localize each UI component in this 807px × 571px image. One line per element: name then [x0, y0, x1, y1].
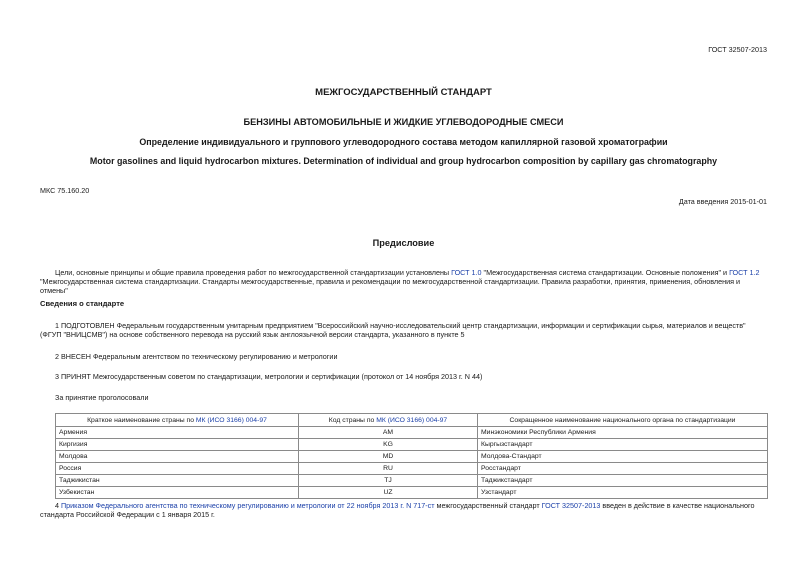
- table-row: [56, 427, 768, 439]
- voted-label: За принятие проголосовали: [55, 393, 149, 402]
- title-en: Motor gasolines and liquid hydrocarbon mixtures. Determination of individual and group hydrocarbon composition by capillary gas chromatography: [89, 156, 718, 166]
- header-national-body: Сокращенное наименование национального органа по стандартизации: [478, 414, 768, 427]
- country-cell: Россия: [56, 463, 299, 475]
- item-4-text-1: межгосударственный стандарт: [434, 501, 542, 510]
- gost-32507-2013-link[interactable]: ГОСТ 32507-2013: [541, 501, 601, 510]
- preface-heading: Предисловие: [372, 238, 435, 248]
- country-cell: Молдова: [56, 451, 299, 463]
- item-4-text-2: введен в действие в качестве национального стандарта Российской Федерации с 1 января 2015 г.: [40, 501, 755, 519]
- item-4-number: 4: [55, 501, 61, 510]
- country-cell: Узбекистан: [56, 487, 299, 499]
- mk-iso-3166-link[interactable]: МК (ИСО 3166) 004-97: [376, 416, 448, 424]
- table-row: [56, 463, 768, 475]
- country-cell: Киргизия: [56, 439, 299, 451]
- table-row: [56, 487, 768, 499]
- intro-text-3: "Межгосударственная система стандартизации. Стандарты межгосударственные, правила и рекомендации по межгосударственной стандартизации. Правила разработки, принятия, применения, обновления и отмены": [40, 277, 740, 295]
- code-cell: RU: [299, 463, 478, 475]
- intro-text-1: Цели, основные принципы и общие правила проведения работ по межгосударственной стандартизации установлены: [55, 268, 452, 277]
- title-ru: БЕНЗИНЫ АВТОМОБИЛЬНЫЕ И ЖИДКИЕ УГЛЕВОДОРОДНЫЕ СМЕСИ: [243, 117, 564, 127]
- table-row: [56, 475, 768, 487]
- country-cell: Армения: [56, 427, 299, 439]
- rosstandart-order-link[interactable]: Приказом Федерального агентства по техническому регулированию и метрологии от 22 ноября 2013 г. N 717-ст: [61, 501, 435, 510]
- body-cell: Молдова-Стандарт: [478, 451, 768, 463]
- body-cell: Узстандарт: [478, 487, 768, 499]
- standard-type-heading: МЕЖГОСУДАРСТВЕННЫЙ СТАНДАРТ: [315, 87, 492, 98]
- code-cell: KG: [299, 439, 478, 451]
- mk-iso-3166-link[interactable]: МК (ИСО 3166) 004-97: [195, 416, 267, 424]
- countries-table: [55, 413, 768, 499]
- table-row: [56, 451, 768, 463]
- item-1-prepared: 1 ПОДГОТОВЛЕН Федеральным государственным унитарным предприятием "Всероссийский научно-исследовательский центр стандартизации, информации и сертификации сырья, материалов и веществ" (ФГУП "ВНИЦСМВ") на основе собственного перевода на русский язык англоязычной версии стандарта, указанного в пункте 5: [40, 321, 746, 339]
- item-2-introduced: 2 ВНЕСЕН Федеральным агентством по техническому регулированию и метрологии: [55, 352, 338, 361]
- introduction-date: Дата введения 2015-01-01: [678, 197, 767, 206]
- header-country-text: Краткое наименование страны по: [87, 416, 196, 424]
- standard-info-heading: Сведения о стандарте: [40, 299, 125, 308]
- table-header-row: [56, 414, 768, 427]
- country-cell: Таджикистан: [56, 475, 299, 487]
- header-code-text: Код страны по: [328, 416, 377, 424]
- header-country-code: [299, 414, 478, 427]
- intro-text-2: "Межгосударственная система стандартизации. Основные положения" и: [481, 268, 730, 277]
- item-4-enacted: [40, 501, 767, 519]
- code-cell: UZ: [299, 487, 478, 499]
- header-country-name: [56, 414, 299, 427]
- body-cell: Таджикстандарт: [478, 475, 768, 487]
- document-number: ГОСТ 32507-2013: [708, 45, 767, 54]
- item-3-adopted: 3 ПРИНЯТ Межгосударственным советом по стандартизации, метрологии и сертификации (протокол от 14 ноября 2013 г. N 44): [55, 372, 483, 381]
- table-row: [56, 439, 768, 451]
- gost-1-2-link[interactable]: ГОСТ 1.2: [729, 268, 760, 277]
- code-cell: AM: [299, 427, 478, 439]
- body-cell: Минэкономики Республики Армения: [478, 427, 768, 439]
- body-cell: Кыргызстандарт: [478, 439, 768, 451]
- code-cell: MD: [299, 451, 478, 463]
- mks-code: МКС 75.160.20: [40, 186, 90, 195]
- body-cell: Росстандарт: [478, 463, 768, 475]
- subtitle-ru: Определение индивидуального и группового углеводородного состава методом капиллярной газовой хроматографии: [139, 137, 668, 147]
- preface-intro-paragraph: [40, 268, 767, 295]
- gost-1-0-link[interactable]: ГОСТ 1.0: [451, 268, 482, 277]
- code-cell: TJ: [299, 475, 478, 487]
